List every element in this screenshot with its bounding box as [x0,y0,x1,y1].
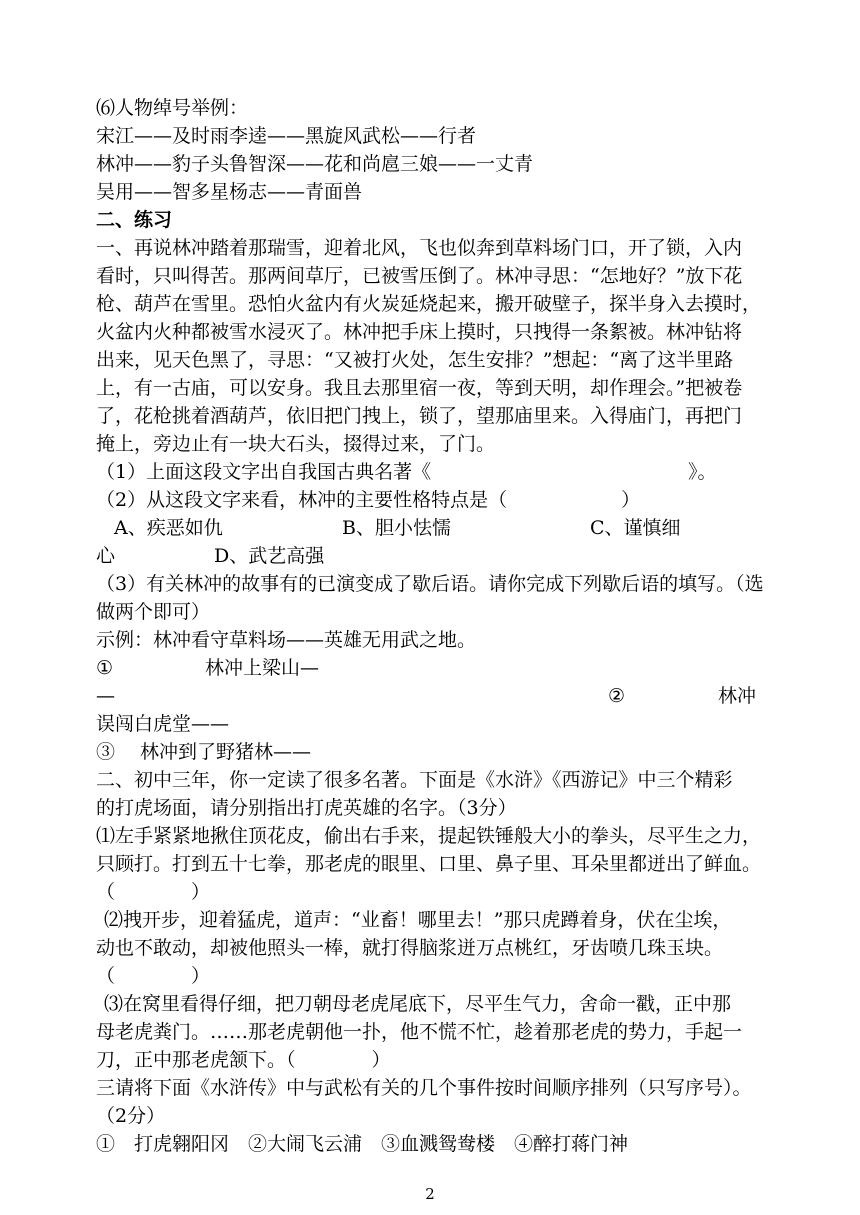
option-d: D、武艺高强 [214,545,325,567]
answer-blank: （ ） [96,965,211,987]
page-number: 2 [425,1185,435,1203]
option-c-continued: 心 [96,545,116,567]
passage-line: 出来，见天色黑了，寻思：“又被打火处，怎生安排？”想起：“离了这半里路 [96,349,734,371]
q2-passage-3: ⑶在窝里看得仔细，把刀朝母老虎尾底下，尽平生气力，舍命一戳，正中那 [104,993,732,1015]
passage-line: 一、再说林冲踏着那瑞雪，迎着北风，飞也似奔到草料场门口，开了锁，入内 [96,237,743,259]
q2-passage-3: 母老虎粪门。……那老虎朝他一扑，他不慌不忙，趁着那老虎的势力，手起一 [96,1021,743,1043]
q2-passage-1: ⑴左手紧紧地揪住顶花皮，偷出右手来，提起铁锤般大小的拳头，尽平生之力， [96,825,762,847]
item-1-number: ① [96,657,114,679]
passage-line: 枪、葫芦在雪里。恐怕火盆内有火炭延烧起来，搬开破壁子，探半身入去摸时， [96,293,762,315]
item-3: ③ 林冲到了野猪林—— [96,741,312,763]
item-1-text: 林冲上梁山— [205,657,320,679]
section-title: 二、练习 [96,209,173,231]
question-3-prompt: 做两个即可） [96,601,211,623]
item-2-text: 林冲 [718,685,757,707]
answer-blank: （ ） [96,881,211,903]
nickname-line: 林冲——豹子头鲁智深——花和尚扈三娘——一丈青 [96,153,534,175]
question-3-prompt: （3）有关林冲的故事有的已演变成了歇后语。请你完成下列歇后语的填写。（选 [96,573,764,595]
option-a: A、疾恶如仇 [114,517,223,539]
q2-passage-3: 刀，正中那老虎颔下。（ ） [96,1049,391,1071]
q2-passage-2: 动也不敢动，却被他照头一棒，就打得脑浆迸万点桃红，牙齿喷几珠玉块。 [96,937,724,959]
passage-line: 掩上，旁边止有一块大石头，掇得过来，了门。 [96,433,496,455]
passage-line: 看时，只叫得苦。那两间草厅，已被雪压倒了。林冲寻思：“怎地好？”放下花 [96,265,743,287]
option-b: B、胆小怯懦 [342,517,451,539]
q2-intro: 二、初中三年，你一定读了很多名著。下面是《水浒》《西游记》中三个精彩 [96,769,733,791]
item-2-number: ② [608,685,626,707]
nickname-line: 宋江——及时雨李逵——黑旋风武松——行者 [96,125,477,147]
question-1-close: 》。 [688,461,717,483]
q2-passage-2: ⑵拽开步，迎着猛虎，道声：“业畜！哪里去！”那只虎蹲着身，伏在尘埃， [104,909,732,931]
nickname-heading: ⑹人物绰号举例： [96,97,249,119]
q3-prompt: （2分） [96,1105,166,1127]
passage-line: 火盆内火种都被雪水浸灭了。林冲把手床上摸时，只拽得一条絮被。林冲钻将 [96,321,743,343]
option-c: C、谨慎细 [590,517,681,539]
question-2-prompt: （2）从这段文字来看，林冲的主要性格特点是（ ） [96,489,641,511]
item-2-continued: 误闯白虎堂—— [96,713,230,735]
q2-passage-1: 只顾打。打到五十七拳，那老虎的眼里、口里、鼻子里、耳朵里都迸出了鲜血。 [96,853,762,875]
item-1-continued: — [96,685,115,707]
passage-line: 上，有一古庙，可以安身。我且去那里宿一夜，等到天明，却作理会。”把被卷 [96,377,743,399]
nickname-line: 吴用——智多星杨志——青面兽 [96,181,363,203]
passage-line: 了，花枪挑着酒葫芦，依旧把门拽上，锁了，望那庙里来。入得庙门，再把门 [96,405,743,427]
q3-prompt: 三请将下面《水浒传》中与武松有关的几个事件按时间顺序排列（只写序号）。 [96,1077,752,1099]
q2-intro: 的打虎场面，请分别指出打虎英雄的名字。（3分） [96,797,517,819]
question-1-prompt: （1）上面这段文字出自我国古典名著《 [96,461,432,483]
q3-items: ① 打虎翱阳冈 ②大闹飞云浦 ③血溅鸳鸯楼 ④醉打蒋门神 [96,1133,629,1155]
example-line: 示例：林冲看守草料场——英雄无用武之地。 [96,629,477,651]
